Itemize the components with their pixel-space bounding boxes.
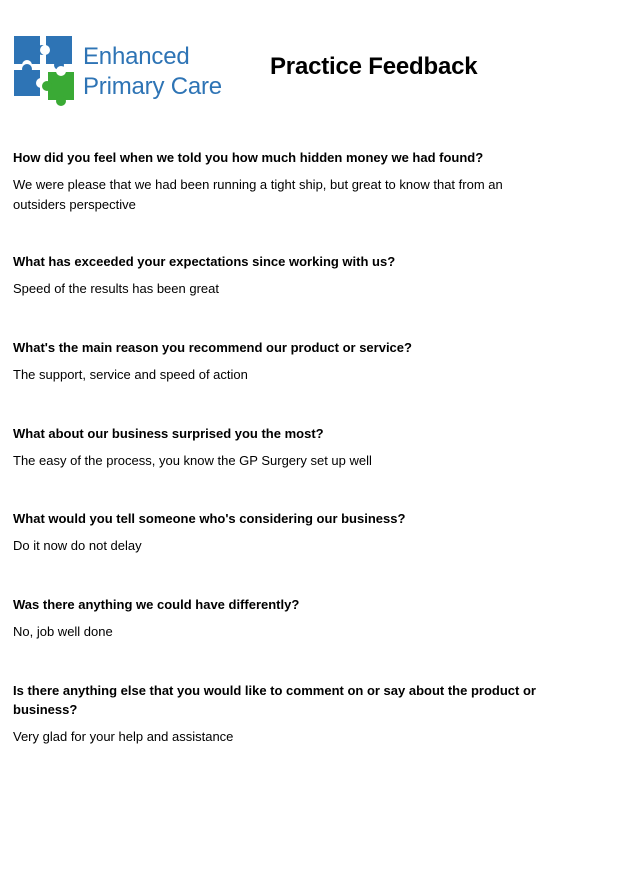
logo-wordmark	[83, 42, 222, 102]
question: What has exceeded your expectations since working with us?	[13, 254, 396, 269]
question: How did you feel when we told you how much hidden money we had found?	[13, 150, 484, 165]
answer: Very glad for your help and assistance	[13, 729, 234, 744]
answer: Speed of the results has been great	[13, 281, 219, 296]
question: Was there anything we could have differently?	[13, 597, 300, 612]
answer: Do it now do not delay	[13, 538, 142, 553]
question: Is there anything else that you would like to comment on or say about the product or business?	[13, 683, 536, 717]
answer: No, job well done	[13, 624, 113, 639]
feedback-item	[13, 595, 553, 642]
question: What's the main reason you recommend our product or service?	[13, 340, 412, 355]
answer: The easy of the process, you know the GP Surgery set up well	[13, 453, 372, 468]
feedback-item	[13, 252, 553, 299]
feedback-item	[13, 338, 553, 385]
feedback-item	[13, 681, 553, 747]
answer: The support, service and speed of action	[13, 367, 248, 382]
puzzle-pieces-icon	[12, 34, 80, 106]
question: What about our business surprised you the most?	[13, 426, 324, 441]
logo	[12, 34, 252, 110]
logo-line-1: Enhanced	[83, 43, 190, 70]
feedback-item	[13, 148, 553, 215]
page-header	[12, 34, 622, 114]
feedback-item	[13, 424, 553, 471]
logo-line-2: Primary Care	[83, 73, 222, 100]
answer: We were please that we had been running a tight ship, but great to know that from an outsiders perspective	[13, 177, 503, 212]
question: What would you tell someone who's considering our business?	[13, 511, 406, 526]
feedback-item	[13, 509, 553, 556]
page-title: Practice Feedback	[270, 53, 478, 80]
